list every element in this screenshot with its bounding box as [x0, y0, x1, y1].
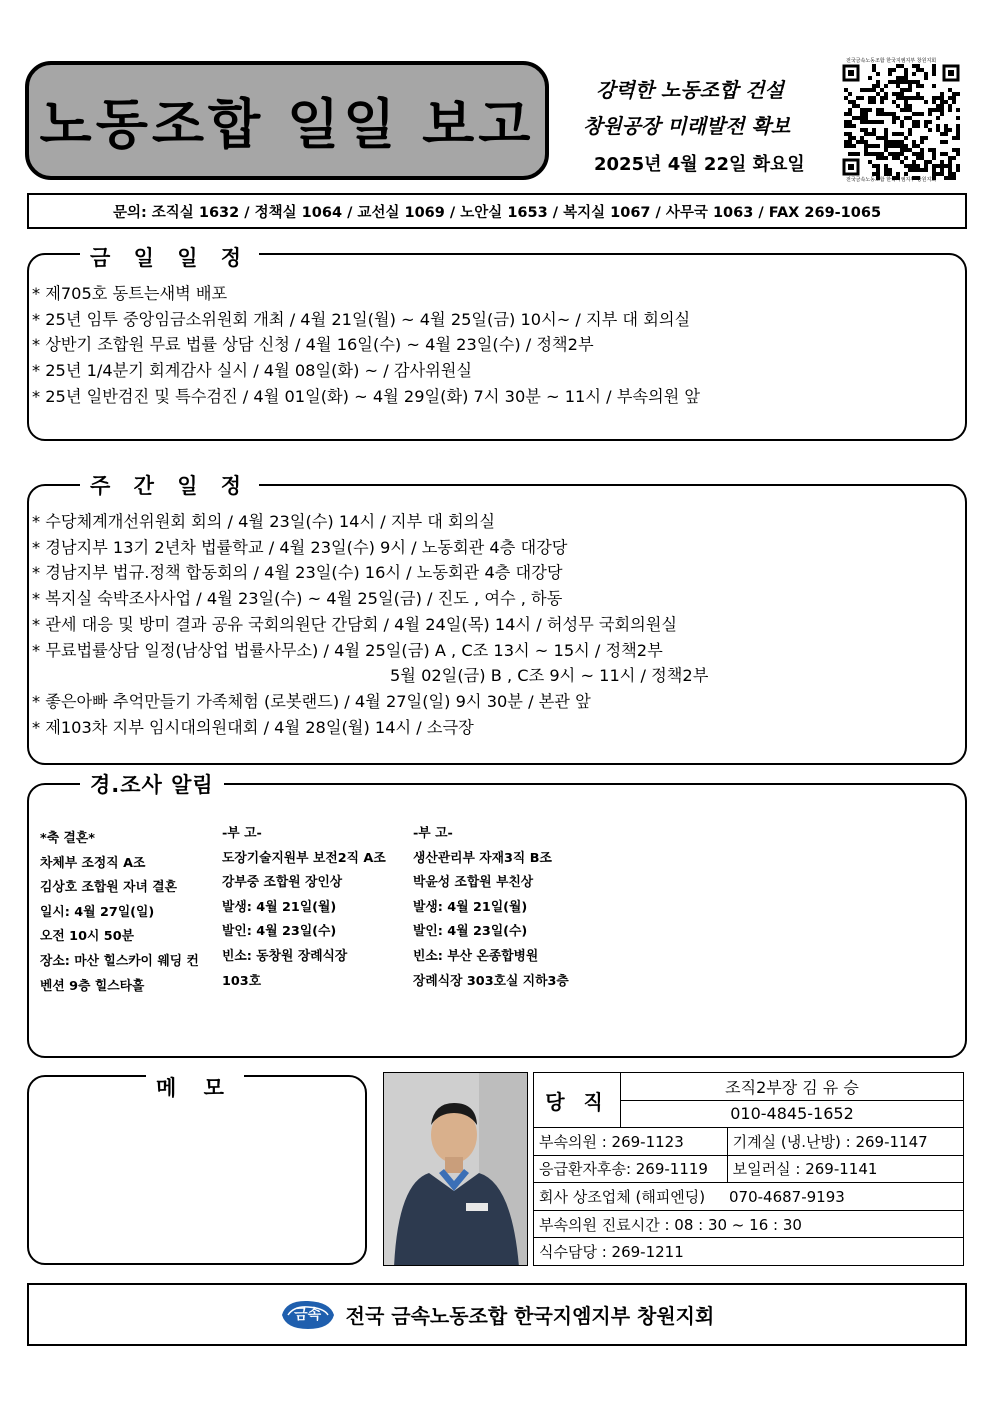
footer	[27, 1283, 967, 1346]
contact-text: 문의: 조직실 1632 / 정책실 1064 / 교선실 1069 / 노안실 1653 / 복지실 1067 / 사무국 1063 / FAX 269-1065	[112, 204, 882, 221]
list-item: * 수당체계개선위원회 회의 / 4월 23일(수) 14시 / 지부 대 회의실	[32, 512, 495, 531]
event-wedding: *축 결혼* 차체부 조정직 A조 김상호 조합원 자녀 결혼 일시: 4월 27일(일) 오전 10시 50분 장소: 마산 힐스카이 웨딩 컨 벤션 9층 힐스타홀	[40, 831, 199, 994]
clinic-hours: 부속의원 진료시간 : 08 : 30 ~ 16 : 30	[534, 1210, 964, 1238]
list-item: * 25년 임투 중앙임금소위원회 개최 / 4월 21일(월) ~ 4월 25일(금) 10시~ / 지부 대 회의실	[32, 309, 691, 329]
slogan-line1: 강력한 노동조합 건설	[596, 78, 784, 102]
contact-bar	[27, 193, 967, 229]
report-date: 2025년 4월 22일 화요일	[594, 154, 805, 175]
qr-caption-bottom: 전국금속노동조합 한국지엠지부 창원지회	[846, 177, 937, 183]
person-icon	[384, 1073, 528, 1266]
today-schedule-title: 금 일 일 정	[80, 242, 259, 272]
list-item: * 복지실 숙박조사사업 / 4월 23일(수) ~ 4월 25일(금) / 진도 , 여수 , 하동	[32, 589, 563, 609]
duty-phone: 010-4845-1652	[621, 1100, 964, 1128]
duty-table	[533, 1072, 964, 1266]
list-item: * 제705호 동트는새벽 배포	[32, 284, 228, 303]
duty-label: 당 직	[534, 1073, 621, 1128]
weekly-schedule-title: 주 간 일 정	[80, 470, 259, 500]
qr-caption-top: 전국금속노동조합 한국지엠지부 창원지회	[846, 58, 937, 64]
list-item: * 좋은아빠 추억만들기 가족체험 (로봇랜드) / 4월 27일(일) 9시 30분 / 본관 앞	[32, 691, 591, 711]
page-title: 노동조합 일일 보고	[39, 93, 535, 156]
logo-text: 금속	[294, 1306, 322, 1323]
boiler-room-phone: 보일러실 : 269-1141	[727, 1155, 963, 1183]
cafeteria-phone: 식수담당 : 269-1211	[534, 1238, 964, 1266]
event-funeral-2: -부 고- 생산관리부 자재3직 B조 박윤성 조합원 부친상 발생: 4월 21일(월) 발인: 4월 23일(수) 빈소: 부산 온종합병원 장례식장 303호실 지하3층	[413, 826, 569, 989]
weekly-schedule-list	[32, 509, 708, 740]
memo-box	[27, 1075, 367, 1265]
event-funeral-1: -부 고- 도장기술지원부 보전2직 A조 강부중 조합원 장인상 발생: 4월 21일(월) 발인: 4월 23일(수) 빈소: 동창원 장례식장 103호	[222, 826, 386, 989]
machine-room-phone: 기계실 (냉.난방) : 269-1147	[727, 1128, 963, 1156]
clinic-phone: 부속의원 : 269-1123	[534, 1128, 728, 1156]
duty-person-photo	[383, 1072, 528, 1266]
list-item: * 25년 일반검진 및 특수검진 / 4월 01일(화) ~ 4월 29일(화) 7시 30분 ~ 11시 / 부속의원 앞	[32, 386, 701, 406]
qr-code-icon	[840, 56, 966, 182]
list-item: * 25년 1/4분기 회계감사 실시 / 4월 08일(화) ~ / 감사위원실	[32, 361, 473, 381]
footer-text: 전국 금속노동조합 한국지엠지부 창원지회	[345, 1304, 715, 1328]
list-item: * 경남지부 법규.정책 합동회의 / 4월 23일(수) 16시 / 노동회관 4층 대강당	[32, 563, 563, 583]
events-title: 경.조사 알림	[80, 769, 224, 799]
list-item: * 상반기 조합원 무료 법률 상담 신청 / 4월 16일(수) ~ 4월 23일(수) / 정책2부	[32, 335, 594, 355]
union-logo-icon	[280, 1298, 336, 1332]
list-item: 5월 02일(금) B , C조 9시 ~ 11시 / 정책2부	[390, 666, 709, 686]
emergency-phone: 응급환자후송: 269-1119	[534, 1155, 728, 1183]
list-item: * 경남지부 13기 2년차 법률학교 / 4월 23일(수) 9시 / 노동회관 4층 대강당	[32, 537, 568, 557]
list-item: * 무료법률상담 일정(남상업 법률사무소) / 4월 25일(금) A , C조 13시 ~ 15시 / 정책2부	[32, 640, 663, 660]
funeral-service-phone: 회사 상조업체 (해피엔딩) 070-4687-9193	[534, 1183, 964, 1211]
memo-title: 메 모	[146, 1072, 244, 1102]
list-item: * 관세 대응 및 방미 결과 공유 국회의원단 간담회 / 4월 24일(목) 14시 / 허성무 국회의원실	[32, 614, 678, 634]
today-schedule-list	[32, 281, 700, 410]
slogan-line2: 창원공장 미래발전 확보	[583, 114, 791, 138]
title-box	[25, 61, 549, 180]
list-item: * 제103차 지부 임시대의원대회 / 4월 28일(월) 14시 / 소극장	[32, 717, 474, 737]
duty-person: 조직2부장 김 유 승	[621, 1073, 964, 1101]
